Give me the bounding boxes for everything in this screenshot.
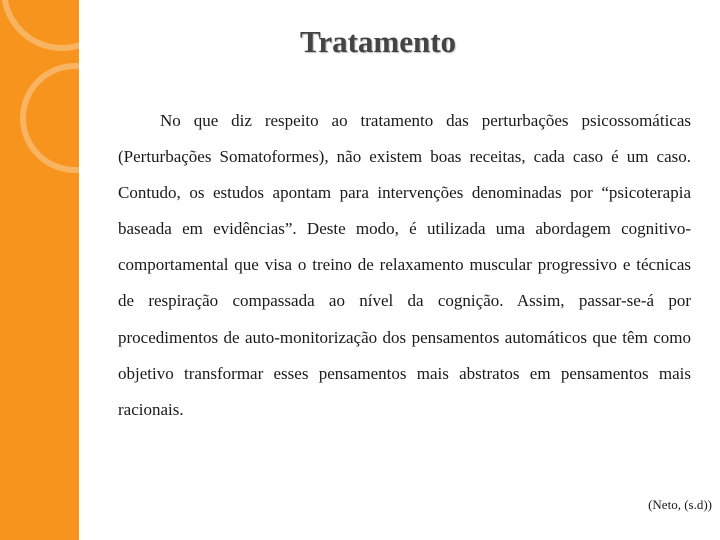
body-paragraph: No que diz respeito ao tratamento das perturbações psicossomáticas (Perturbações Somatoformes), não existem boas receitas, cada caso é um caso. Contudo, os estudos apontam para intervenções denominadas por “psicoterapia baseada em evidências”. Deste modo, é utilizada uma abordagem cognitivo-comportamental que visa o treino de relaxamento muscular progressivo e técnicas de respiração compassada ao nível da cognição. Assim, passar-se-á por procedimentos de auto-monitorização dos pensamentos automáticos que têm como objetivo transformar esses pensamentos mais abstratos em pensamentos mais racionais. xyxy=(118,111,691,419)
slide-title: Tratamento xyxy=(299,24,457,59)
decorative-circle-top xyxy=(4,0,79,48)
decorative-circle-middle xyxy=(23,66,79,170)
citation: (Neto, (s.d)) xyxy=(648,497,712,512)
decorative-circles xyxy=(0,0,79,540)
decorative-sidebar xyxy=(0,0,79,540)
